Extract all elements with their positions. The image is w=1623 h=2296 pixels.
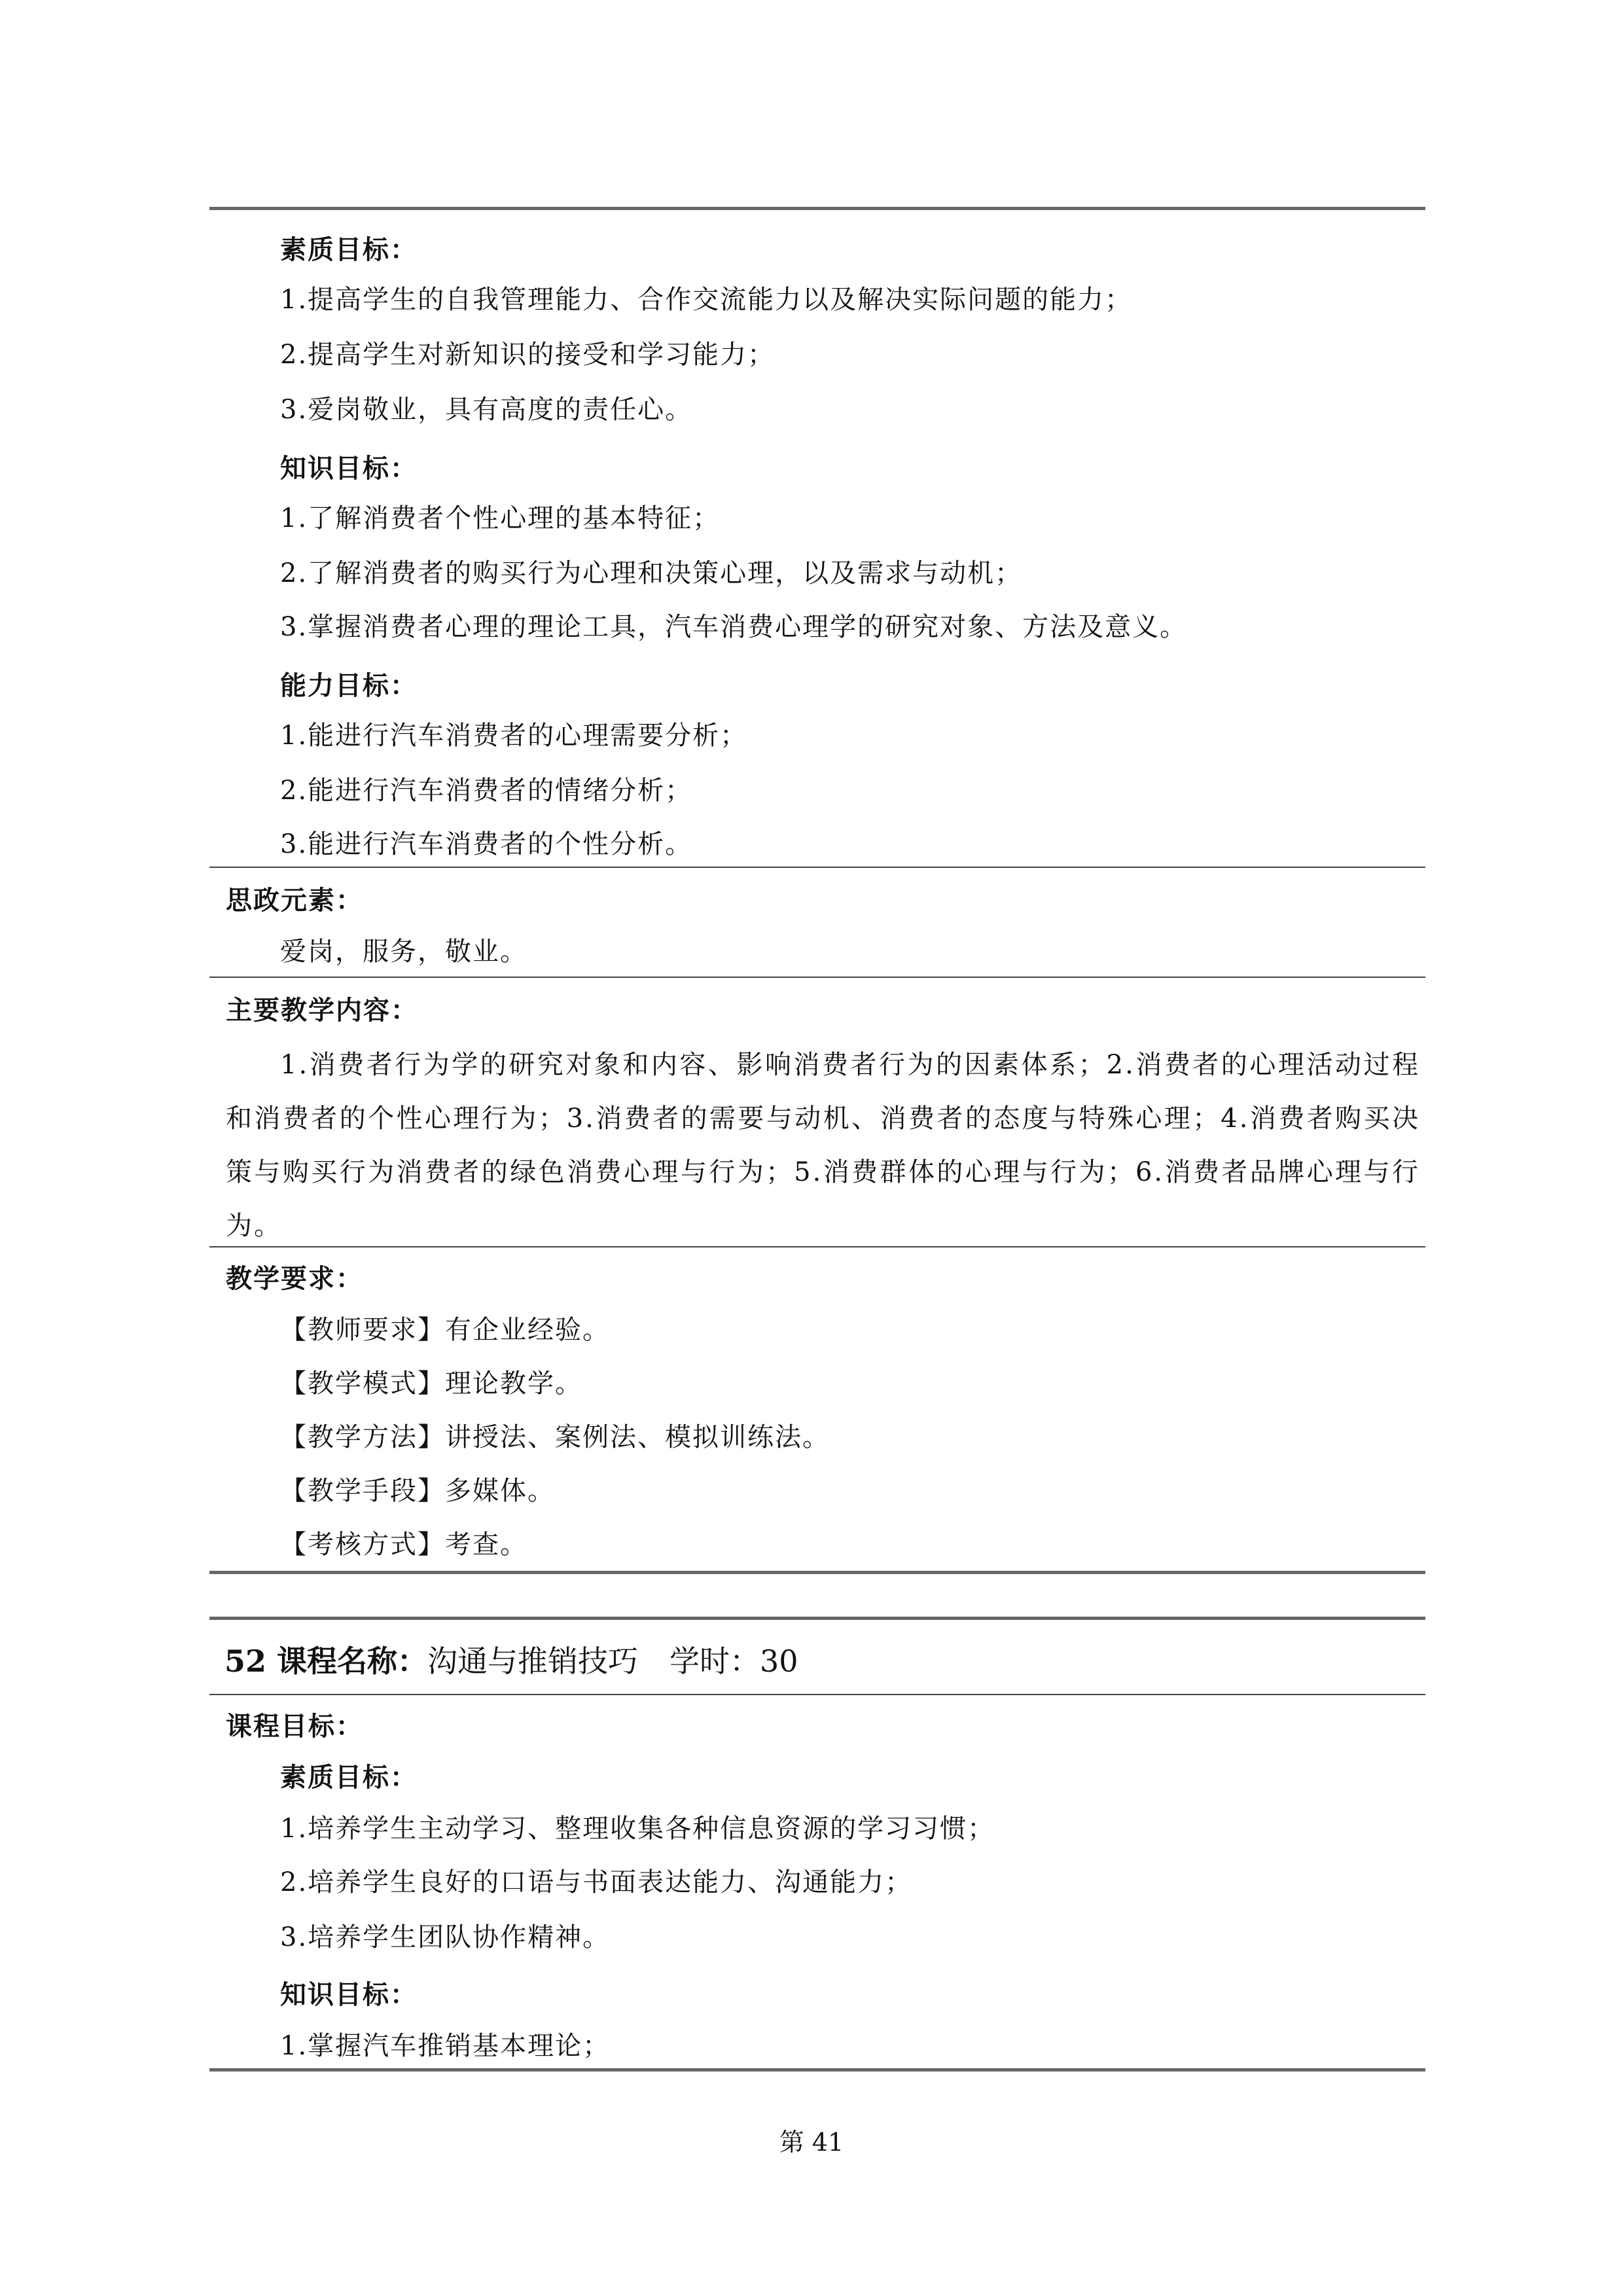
course-title: [224, 1641, 798, 1681]
knowledge-heading: 知识目标：: [280, 453, 418, 484]
knowledge-item: 3.掌握消费者心理的理论工具，汽车消费心理学的研究对象、方法及意义。: [280, 612, 1188, 642]
divider: [209, 1694, 1425, 1695]
requirement-item: 【教师要求】有企业经验。: [280, 1315, 610, 1345]
divider: [209, 867, 1425, 868]
quality-heading: 素质目标：: [280, 1762, 418, 1793]
requirements-heading: 教学要求：: [226, 1263, 363, 1294]
ability-item: 1.能进行汽车消费者的心理需要分析；: [280, 721, 748, 751]
quality-item: 2.提高学生对新知识的接受和学习能力；: [280, 340, 776, 370]
quality-heading: 素质目标：: [280, 234, 418, 265]
page-number: 第 41: [779, 2128, 844, 2157]
ability-item: 2.能进行汽车消费者的情绪分析；: [280, 776, 693, 806]
top-rule: [209, 207, 1425, 210]
knowledge-item: 1.掌握汽车推销基本理论；: [280, 2031, 611, 2061]
ideology-text: 爱岗，服务，敬业。: [280, 937, 527, 967]
hours-label: 学时：: [669, 1643, 760, 1679]
course-name: 沟通与推销技巧: [427, 1643, 639, 1679]
content-heading: 主要教学内容：: [226, 995, 418, 1026]
quality-item: 3.爱岗敬业，具有高度的责任心。: [280, 395, 693, 425]
ability-heading: 能力目标：: [280, 670, 418, 701]
quality-item: 1.培养学生主动学习、整理收集各种信息资源的学习习惯；: [280, 1814, 995, 1844]
objectives-heading: 课程目标：: [226, 1711, 363, 1742]
ideology-heading: 思政元素：: [226, 885, 363, 916]
content-paragraph: 1.消费者行为学的研究对象和内容、影响消费者行为的因素体系；2.消费者的心理活动过程和消费者的个性心理行为；3.消费者的需要与动机、消费者的态度与特殊心理；4.消费者购买决策与购买行为消费者的绿色消费心理与行为；5.消费群体的心理与行为；6.消费者品牌心理与行为。: [226, 1050, 1420, 1241]
ability-item: 3.能进行汽车消费者的个性分析。: [280, 829, 693, 859]
bottom-rule: [209, 2068, 1425, 2072]
divider: [209, 977, 1425, 978]
quality-item: 1.提高学生的自我管理能力、合作交流能力以及解决实际问题的能力；: [280, 285, 1133, 315]
course-number-label: 52 课程名称：: [224, 1643, 428, 1679]
requirement-item: 【考核方式】考查。: [280, 1530, 527, 1560]
quality-item: 2.培养学生良好的口语与书面表达能力、沟通能力；: [280, 1867, 913, 1897]
hours-value: 30: [760, 1643, 798, 1679]
knowledge-heading: 知识目标：: [280, 1979, 418, 2010]
requirement-item: 【教学方法】讲授法、案例法、模拟训练法。: [280, 1422, 830, 1452]
section-end-rule: [209, 1571, 1425, 1574]
knowledge-item: 2.了解消费者的购买行为心理和决策心理，以及需求与动机；: [280, 558, 1023, 588]
requirement-item: 【教学手段】多媒体。: [280, 1476, 555, 1506]
section-start-rule: [209, 1617, 1425, 1620]
divider: [209, 1246, 1425, 1247]
knowledge-item: 1.了解消费者个性心理的基本特征；: [280, 503, 721, 533]
quality-item: 3.培养学生团队协作精神。: [280, 1922, 611, 1952]
requirement-item: 【教学模式】理论教学。: [280, 1369, 582, 1399]
